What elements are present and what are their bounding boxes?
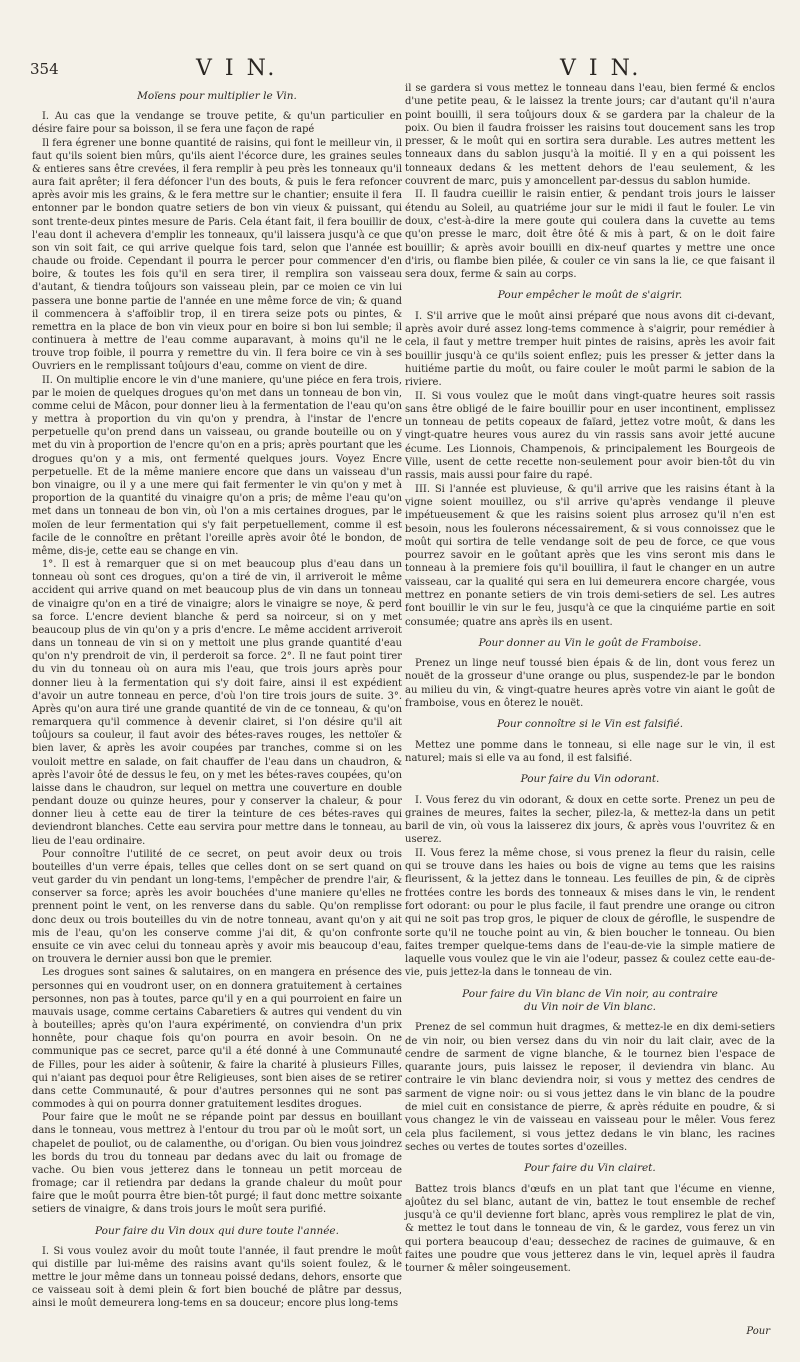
section-heading: Pour faire du Vin odorant.: [520, 773, 660, 786]
paragraph: I. Vous ferez du vin odorant, & doux en cette sorte. Prenez un peu de graines de meures, faites la secher, pilez-la, & mettez-la dans un petit baril de vin, où vous la laisserez dix jours, & après vous l'ouvritez & en userez.: [405, 794, 775, 846]
paragraph: III. Si l'année est pluvieuse, & qu'il arrive que les raisins étant à la vigne soient mouillez, ou s'il arrive qu'après vendange il pleuve impétueusement & que les raisins soient plus arrosez qu'il n'en est besoin, nous les foulerons nécessairement, & si vous connoissez que le moût qui sortira de telle vendange soit de peu de force, ce que vous pourrez savoir en le goûtant après que les vins seront mis dans le tonneau à la premiere fois qu'il bouillira, il faut le changer en un autre vaisseau, car la qualité qui sera en lui demeurera encore chargée, vous mettrez en ponante setiers de vin trois demi-setiers de sel. Les autres font bouillir le vin sur le feu, jusqu'à ce que la cinquiéme partie en soit consumée; quatre ans après ils en usent.: [405, 483, 775, 628]
paragraph: I. Au cas que la vendange se trouve petite, & qu'un particulier en désire faire pour sa boisson, il se fera une façon de rapé: [32, 111, 402, 136]
paragraph: Battez trois blancs d'œufs en un plat tant que l'écume en vienne, ajoûtez du sel blanc, autant de vin, battez le tout ensemble de rechef jusqu'à ce qu'il devienne fort blanc, après vous remplirez le plat de vin, & mettez le tout dans le tonneau de vin, & le gardez, vous ferez un vin qui portera beaucoup d'eau; dessechez de racines de guimauve, & en faites une poudre que vous jetterez dans le vin, lequel après il faudra tourner & mêler soingeusement.: [405, 1183, 775, 1275]
catchword: Pour: [746, 1326, 770, 1337]
section-heading: Pour connoître si le Vin est falsifié.: [496, 718, 684, 731]
paragraph: Pour faire que le moût ne se répande point par dessus en bouillant dans le tonneau, vous mettrez à l'entour du trou par où le moût sort, un chapelet de pouliot, ou de calamenthe, ou d'origan. Ou bien vous joindrez les bords du trou du tonneau par dedans avec du lait ou fromage de vache. Ou bien vous jetterez dans le tonneau un petit morceau de fromage; car il retiendra par dedans la grande chaleur du moût pour faire que le moût pourra être bien-tôt purgé; il faut donc mettre soixante setiers de vinaigre, & dans trois jours le moût sera purifié.: [32, 1112, 402, 1216]
paragraph: Prenez un linge neuf toussé bien épais & de lin, dont vous ferez un nouët de la grosseur d'une orange ou plus, suspendez-le par le bondon au milieu du vin, & vingt-quatre heures après votre vin aiant le goût de framboise, vous en ôterez le nouët.: [405, 658, 775, 710]
paragraph: Mettez une pomme dans le tonneau, si elle nage sur le vin, il est naturel; mais si elle va au fond, il est falsifié.: [405, 739, 775, 764]
section-heading: Pour empêcher le moût de s'aigrir.: [497, 289, 683, 302]
page-number: 354: [30, 60, 59, 78]
paragraph: il se gardera si vous mettez le tonneau dans l'eau, bien fermé & enclos d'une petite peau, & le laissez la trente jours; car d'autant qu'il n'aura point bouilli, il sera toûjours doux & se gardera par la chaleur de la poix. Ou bien il faudra froisser les raisins tout doucement sans les trop presser, & le moût qui en sortira sera durable. Les autres mettent les tonneaux dans du sablon jusqu'à la moitié. Il y en a qui poissent les tonneaux dedans & les mettent dehors de l'eau seulement, & les couvrent de marc, puis y amoncellent par-dessus du sablon humide.: [405, 83, 775, 188]
paragraph: II. Il faudra cueillir le raisin entier, & pendant trois jours le laisser étendu au Soleil, au quatriéme jour sur le midi il faut le fouler. Le vin doux, c'est-à-dire la mere goute qui coulera dans la cuvette au tems qu'on presse le marc, doit être ôté & mis à part, & on le doit faire bouillir; & après avoir bouilli en dix-neuf quartes y mettre une once d'iris, ou flambe bien pilée, & couler ce vin sans la lie, ce que faisant il sera doux, ferme & sain au corps.: [405, 189, 775, 281]
section-heading: Pour faire du Vin clairet.: [524, 1162, 656, 1175]
paragraph: Il fera égrener une bonne quantité de raisins, qui font le meilleur vin, il faut qu'ils soient bien mûrs, qu'ils aient l'écorce dure, les graines seules & entieres sans être crevées, il fera remplir à peu près les tonneaux qu'il aura fait aprêter; il fera défoncer l'un des bouts, & puis le fera refoncer après avoir mis les grains, & le fera mettre sur le chantier; ensuite il fera entonner par le bondon quatre setiers de bon vin vieux & puissant, qui sont trente-deux pintes mesure de Paris. Cela étant fait, il fera bouillir de l'eau dont il achevera d'emplir les tonneaux, qu'il laissera jusqu'à ce que son vin soit fait, ce qui arrive quelque fois tard, selon que l'année est chaude ou froide. Cependant il pourra le percer pour commencer d'en boire, & toutes les fois qu'il en sera tirer, il remplira son vaisseau d'autant, & tiendra toûjours son vaisseau plein, par ce moien ce vin lui passera une bonne partie de l'année en une même force de vin; & quand il commencera à s'affoiblir trop, il en tirera seize pots ou pintes, & remettra en la place de bon vin vieux pour en boire si bon lui semble; il continuera à mettre de l'eau comme auparavant, à moins qu'il ne le trouve trop foible, il pourra y remettre du vin. Il fera boire ce vin à ses Ouvriers en le remplissant toûjours d'eau, comme on vient de dire.: [32, 137, 402, 373]
paragraph: I. S'il arrive que le moût ainsi préparé que nous avons dit ci-devant, après avoir duré assez long-tems commence à s'aigrir, pour remédier à cela, il faut y mettre tremper huit pintes de raisins, après les avoir fait bouillir jusqu'à ce qu'ils soient enflez; puis les presser & jetter dans la huitiéme partie du moût, ou faire couler le moût parmi le sabion de la riviere.: [405, 310, 775, 389]
paragraph: Pour connoître l'utilité de ce secret, on peut avoir deux ou trois bouteilles d'un verre épais, telles que celles dont on se sert quand on veut garder du vin pendant un long-tems, l'empêcher de prendre l'air, & conserver sa force; après les avoir bouchées d'une maniere qu'elles ne prennent point le vent, on les renverse dans du sable. Qu'on remplisse donc deux ou trois bouteilles du vin de notre tonneau, avant qu'on y ait mis de l'eau, qu'on les conserve comme j'ai dit, & qu'on confronte ensuite ce vin avec celui du tonneau après y avoir mis beaucoup d'eau, on trouvera le dernier aussi bon que le premier.: [32, 848, 402, 966]
paragraph: II. On multiplie encore le vin d'une maniere, qu'une piéce en fera trois, par le moien de quelques drogues qu'on met dans un tonneau de bon vin, comme celui de Mâcon, pour donner lieu à la fermentation de l'eau qu'on y mettra à proportion du vin qu'on y prendra, à l'instar de l'encre perpetuelle qu'on prend dans un vaisseau, ou grande bouteille ou on y met du vin à proportion de l'encre qu'on en a pris; après pourtant que les drogues qu'on y a mis, ont fermenté quelques jours. Voyez Encre perpetuelle. Et de la même maniere encore que dans un vaisseau d'un bon vinaigre, ou il y a une mere qui fait fermenter le vin qu'on y met à proportion de la quantité du vinaigre qu'on a pris; de même l'eau qu'on met dans un tonneau de bon vin, où l'on a mis certaines drogues, par le moïen de leur fermentation qui s'y fait perpetuellement, comme il est facile de le connoître en prêtant l'oreille après avoir ôté le bondon, de même, dis-je, cette eau se change en vin.: [32, 374, 402, 557]
section-heading: Pour faire du Vin doux qui dure toute l'année.: [94, 1224, 339, 1237]
paragraph: Prenez de sel commun huit dragmes, & mettez-le en dix demi-setiers de vin noir, ou bien versez dans du vin noir du lait clair, avec de la cendre de sarment de vigne blanche, & le tournez bien l'espace de quarante jours, puis laissez le reposer, il deviendra vin blanc. Au contraire le vin blanc deviendra noir, si vous y mettez des cendres de sarment de vigne noir: ou si vous jettez dans le vin blanc de la poudre de miel cuit en consistance de pierre, & après réduite en poudre, & si vous changez le vin de vaisseau en vaisseau pour le mêler. Vous ferez cela plus facilement, si vous jettez dedans le vin blanc, les racines seches ou vertes de toutes sortes d'ozeilles.: [405, 1022, 775, 1153]
section-heading: Pour faire du Vin blanc de Vin noir, au contraire du Vin noir de Vin blanc.: [462, 987, 718, 1013]
running-head-left: V I N.: [196, 56, 278, 81]
section-heading: Pour donner au Vin le goût de Framboise.: [478, 636, 702, 649]
paragraph: I. Si vous voulez avoir du moût toute l'année, il faut prendre le moût qui distille par lui-même des raisins avant qu'ils soient foulez, & le mettre le jour même dans un tonneau poissé dedans, dehors, ensorte que ce vaisseau soit à demi plein & fort bien bouché de plâtre par dessus, ainsi le moût demeurera long-tems en sa douceur; encore plus long-tems: [32, 1245, 402, 1310]
left-column: [32, 82, 402, 1311]
paragraph: II. Si vous voulez que le moût dans vingt-quatre heures soit rassis sans être obligé de le faire bouillir pour en user incontinent, emplissez un tonneau de petits copeaux de faïard, jettez votre moût, & dans les vingt-quatre heures vous aurez du vin rassis sans avoir jetté aucune écume. Les Lionnois, Champenois, & principalement les Bourgeois de Ville, usent de cette recette non-seulement pour avoir bien-tôt du vin rassis, mais aussi pour faire du rapé.: [405, 390, 775, 482]
paragraph: II. Vous ferez la même chose, si vous prenez la fleur du raisin, celle qui se trouve dans les haies ou bois de vigne au tems que les raisins fleurissent, & la jettez dans le tonneau. Les feuilles de pin, & de ciprès frottées contre les bords des tonneaux & mises dans le vin, le rendent fort odorant: ou pour le plus facile, il faut prendre une orange ou citron qui ne soit pas trop gros, le piquer de cloux de géroflle, le suspendre de sorte qu'il ne touche point au vin, & bien boucher le tonneau. Ou bien faites tremper quelque-tems dans de l'eau-de-vie la simple matiere de laquelle vous voulez que le vin aie l'odeur, passez & coulez cette eau-de-vie, puis jettez-la dans le tonneau de vin.: [405, 847, 775, 979]
paragraph: 1°. Il est à remarquer que si on met beaucoup plus d'eau dans un tonneau où sont ces drogues, qu'on a tiré de vin, il arriveroit le même accident qui arrive quand on met beaucoup plus de vin dans un tonneau de vinaigre qu'on en a tiré de vinaigre; alors le vinaigre se noye, & perd sa force. L'encre devient blanche & perd sa noirceur, si on y met beaucoup plus de vin qu'on y a pris d'encre. Le même accident arriveroit dans un tonneau de vin si on y mettoit une plus grande quantité d'eau qu'on n'y prendroit de vin, il perderoit sa force. 2°. Il ne faut point tirer du vin du tonneau où on aura mis l'eau, que trois jours après pour donner lieu à la fermentation qui s'y doit faire, ainsi il est expédient d'avoir un autre tonneau en perce, d'où l'on tire trois jours de suite. 3°. Après qu'on aura tiré une grande quantité de vin de ce tonneau, & qu'on remarquera qu'il commence à devenir clairet, si l'on désire qu'il ait toûjours sa couleur, il faut avoir des bétes-raves rouges, les nettoïer & bien laver, & après les avoir coupées par tranches, comme si on les vouloit mettre en salade, on fait chauffer de l'eau dans un chaudron, & après l'avoir ôté de dessus le feu, on y met les bétes-raves coupées, qu'on laisse dans le chaudron, sur lequel on mettra une couverture en double pendant douze ou quinze heures, pour y conserver la chaleur, & pour donner lieu à cette eau de tirer la teinture de ces bétes-raves qui deviendront blanches. Cette eau servira pour mettre dans le tonneau, au lieu de l'eau ordinaire.: [32, 559, 402, 847]
section-heading: Moïens pour multiplier le Vin.: [137, 90, 297, 102]
paragraph: Les drogues sont saines & salutaires, on en mangera en présence des personnes qui en voudront user, on en donnera gratuitement à certaines personnes, non pas à toutes, parce qu'il y en a qui pourroient en faire un mauvais usage, comme certains Cabaretiers & autres qui vendent du vin à bouteilles; après qu'on l'aura expérimenté, on conviendra d'un prix honnête, pour chaque fois qu'on pourra en avoir besoin. On ne communique pas ce secret, parce qu'il a été donné à une Communauté de Filles, pour les aider à soûtenir, & faire la charité à plusieurs Filles, qui n'aiant pas dequoi pour être Religieuses, sont bien aises de se retirer dans cette Communauté, & pour d'autres personnes qui ne sont pas commodes à qui on pourra donner gratuitement lesdites drogues.: [32, 967, 402, 1111]
right-column: [405, 82, 775, 1276]
running-head-right: V I N.: [560, 56, 642, 81]
